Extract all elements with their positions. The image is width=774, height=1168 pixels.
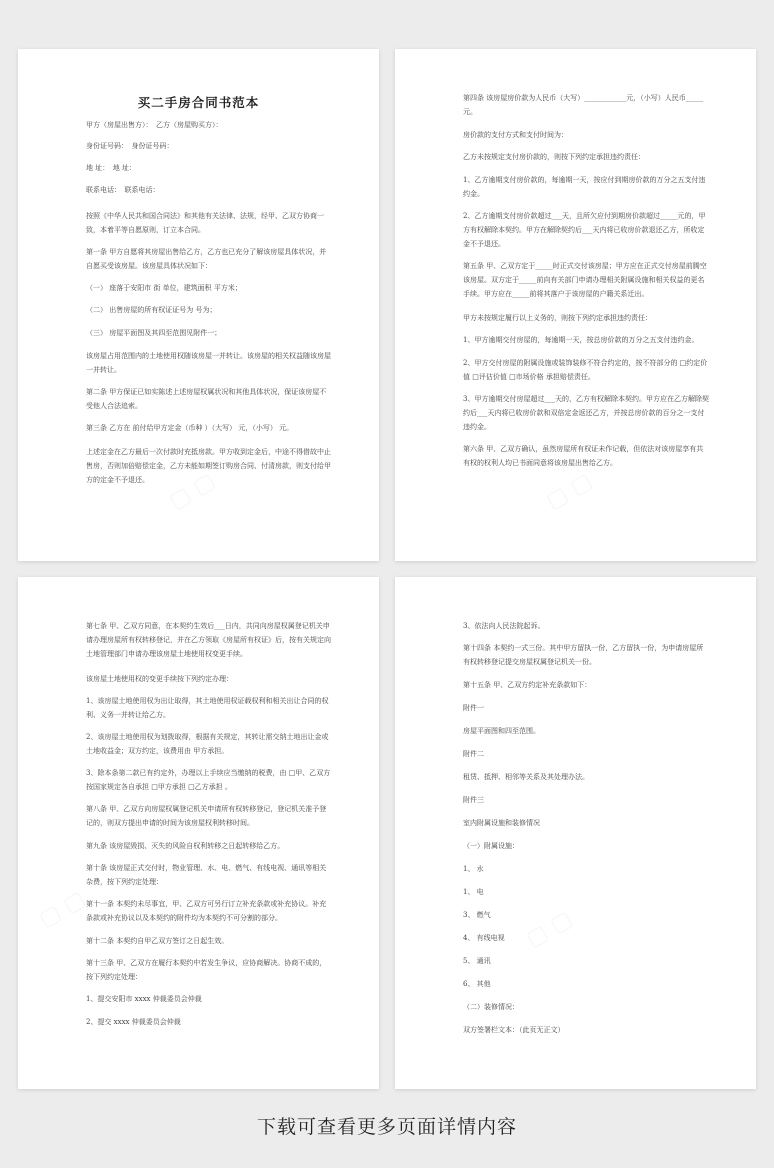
watermark [542, 469, 597, 515]
paragraph: 甲方未按规定履行以上义务的，则按下列约定承担违约责任： [463, 314, 652, 322]
list-item: 3、 燃气 [463, 911, 491, 919]
paragraph: 按照《中华人民共和国合同法》和其他有关法律、法规，经甲、乙双方协商一致，本着平等自愿原则，订立本合同。 [86, 212, 324, 234]
paragraph: 1、甲方逾期交付房屋的，每逾期一天，按总房价款的万分之五支付违约金。 [463, 336, 699, 344]
paragraph: 室内附属设施和装修情况 [463, 819, 540, 827]
paragraph: 第一条 甲方自愿将其房屋出售给乙方，乙方也已充分了解该房屋具体状况，并自愿买受该房屋。该房屋具体状况如下： [86, 248, 327, 270]
paragraph: 第三条 乙方在 前付给甲方定金（币种 ）（大写） 元，（小写） 元。 [86, 424, 294, 432]
list-item: 6、 其他 [463, 980, 491, 988]
document-page-4 [395, 577, 756, 1089]
paragraph: 第四条 该房屋房价款为人民币（大写）____________元，（小写）人民币_____元。 [463, 94, 704, 116]
annex-heading: 附件三 [463, 796, 484, 804]
paragraph: 2、甲方交付房屋的附属设施或装饰装修不符合约定的，按不符部分的 □约定价值 □评估价值 □市场价格 承担赔偿责任。 [463, 359, 708, 381]
paragraph: 1、乙方逾期支付房价款的，每逾期一天，按应付到期房价款的万分之五支付违约金。 [463, 176, 706, 198]
paragraph: 乙方未按规定支付房价款的，则按下列约定承担违约责任： [463, 153, 645, 161]
paragraph: 该房屋土地使用权的变更手续按下列约定办理： [86, 675, 233, 683]
annex-heading: 附件二 [463, 750, 484, 758]
paragraph: （三） 房屋平面图及其四至范围见附件一； [86, 329, 222, 337]
annex-heading: 附件一 [463, 704, 484, 712]
paragraph: 第十条 该房屋正式交付时，物业管理、水、电、燃气、有线电视、通讯等相关杂费，按下列约定处理： [86, 864, 327, 886]
paragraph: 3、除本条第二款已有约定外，办理以上手续应当缴纳的税费，由 □甲、乙双方按国家规定各自承担 □甲方承担 □乙方承担 。 [86, 769, 331, 791]
paragraph: 双方签署栏文本：（此页无正文） [463, 1026, 565, 1034]
paragraph: 第十五条 甲、乙双方约定补充条款如下： [463, 681, 592, 689]
paragraph: 2、乙方逾期支付房价款超过___天，且所欠应付到期房价款超过_____元的，甲方有权解除本契约。甲方在解除契约后___天内将已收房价款退还乙方，所收定金不予退还。 [463, 212, 706, 248]
paragraph: 第十二条 本契约自甲乙双方签订之日起生效。 [86, 937, 229, 945]
watermark [35, 887, 90, 933]
document-page-3 [18, 577, 379, 1089]
paragraph: 房价款的支付方式和支付时间为： [463, 131, 568, 139]
paragraph: （二）装修情况： [463, 1003, 519, 1011]
id-line: 身份证号码： 身份证号码： [86, 142, 174, 150]
phone-line: 联系电话： 联系电话： [86, 186, 160, 194]
list-item: 5、 通讯 [463, 957, 491, 965]
paragraph: 第五条 甲、乙双方定于_____时正式交付该房屋；甲方应在正式交付房屋前腾空该房屋。双方定于_____前向有关部门申请办理相关附属设施和相关权益的更名手续。甲方应在_____前将其落户于该房屋的户籍关系迁出。 [463, 262, 707, 298]
paragraph: 1、提交安阳市 xxxx 仲裁委员会仲裁 [86, 995, 202, 1003]
paragraph: （二） 出售房屋的所有权证证号为 号为； [86, 306, 217, 314]
paragraph: 第六条 甲、乙双方确认，虽然房屋所有权证未作记载，但依法对该房屋享有共有权的权利人均已书面同意将该房屋出售给乙方。 [463, 445, 704, 467]
paragraph: 上述定金在乙方最后一次付款时充抵房款。甲方收到定金后，中途不得借故中止售房，否则加倍赔偿定金，乙方未能如期签订购房合同、付清房款，则支付给甲方的定金不予退还。 [86, 448, 331, 484]
download-caption[interactable]: 下载可查看更多页面详情内容 [256, 1116, 517, 1138]
paragraph: 第二条 甲方保证已如实陈述上述房屋权属状况和其他具体状况，保证该房屋不受他人合法追索。 [86, 388, 327, 410]
paragraph: 3、甲方逾期交付房屋超过___天的，乙方有权解除本契约。甲方应在乙方解除契约后___天内将已收房价款和双倍定金返还乙方，并按总房价款的百分之一支付违约金。 [463, 395, 709, 431]
list-item: 4、 有线电视 [463, 934, 505, 942]
address-line: 地 址： 地 址： [86, 164, 136, 172]
document-page-2 [395, 49, 756, 561]
paragraph: 租赁、抵押、相邻等关系及其处理办法。 [463, 773, 589, 781]
list-item: 1、 水 [463, 865, 484, 873]
paragraph: 3、依法向人民法院起诉。 [463, 622, 545, 630]
paragraph: 2、提交 xxxx 仲裁委员会仲裁 [86, 1018, 181, 1026]
paragraph: 第十四条 本契约一式三份。其中甲方留执一份，乙方留执一份，为申请房屋所有权转移登记提交房屋权属登记机关一份。 [463, 644, 704, 666]
paragraph: 第七条 甲、乙双方同意，在本契约生效后___日内，共同向房屋权属登记机关申请办理房屋所有权转移登记，并在乙方领取《房屋所有权证》后，按有关规定向土地管理部门申请办理该房屋土地使用权变更手续。 [86, 622, 331, 658]
paragraph: 1、该房屋土地使用权为出让取得，其土地使用权证载权利和相关出让合同的权利、义务一并转让给乙方。 [86, 697, 329, 719]
paragraph: 第九条 该房屋毁损、灭失的风险自权利转移之日起转移给乙方。 [86, 842, 285, 850]
paragraph: （一） 座落于安阳市 街 单位，建筑面积 平方米； [86, 284, 242, 292]
paragraph: 第八条 甲、乙双方向房屋权属登记机关申请所有权转移登记，登记机关准予登记的，则双方提出申请的时间为该房屋权利转移时间。 [86, 805, 327, 827]
document-page-1 [18, 49, 379, 561]
paragraph: 该房屋占用范围内的土地使用权随该房屋一并转让。该房屋的相关权益随该房屋一并转让。 [86, 352, 331, 374]
paragraph: 2、该房屋土地使用权为划拨取得，根据有关规定，其转让需交纳土地出让金或土地收益金；双方约定，该费用由 甲方承担。 [86, 733, 329, 755]
paragraph: 房屋平面图和四至范围。 [463, 727, 540, 735]
list-item: 1、 电 [463, 888, 484, 896]
document-title: 买二手房合同书范本 [137, 95, 260, 110]
party-line: 甲方（房屋出售方）： 乙方（房屋购买方）： [86, 121, 223, 129]
paragraph: （一）附属设施： [463, 842, 519, 850]
paragraph: 第十一条 本契约未尽事宜，甲、乙双方可另行订立补充条款或补充协议。补充条款或补充协议以及本契约的附件均为本契约不可分割的部分。 [86, 900, 327, 922]
paragraph: 第十三条 甲、乙双方在履行本契约中若发生争议，应协商解决。协商不成的，按下列约定处理： [86, 959, 327, 981]
